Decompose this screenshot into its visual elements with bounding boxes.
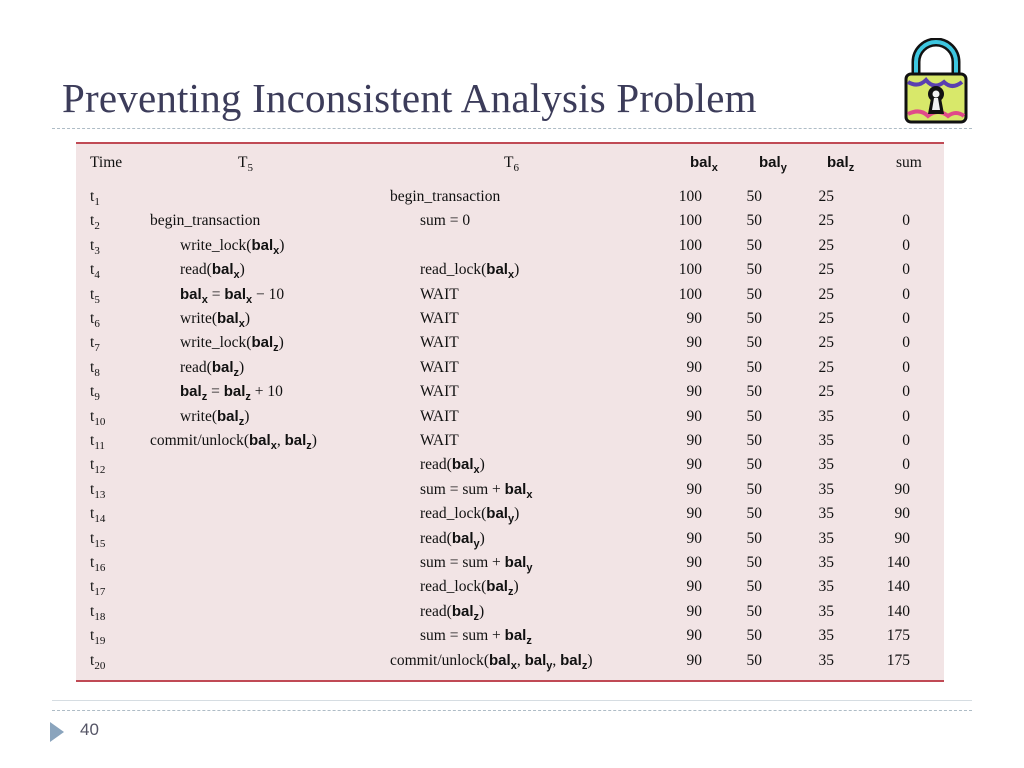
bal-variable: bal$_x$: [249, 432, 277, 452]
bal-subscript: x: [507, 269, 515, 282]
bal-variable: bal$_z$: [560, 651, 588, 672]
bal-y-value: 50: [746, 480, 762, 498]
bal-variable: bal$_y$: [486, 505, 515, 526]
bal-y-value: 50: [746, 432, 762, 449]
bal-variable: bal$_z$: [504, 627, 532, 648]
bal-y-value: 50: [746, 554, 762, 571]
bal-x-value: 100: [678, 212, 702, 230]
sum-value: 0: [902, 358, 910, 376]
bal-subscript: x: [473, 464, 480, 477]
bal-y-value: 50: [746, 529, 762, 547]
bal-variable: bal$_x$: [211, 261, 240, 282]
time-subscript: 18: [94, 610, 106, 623]
bal-y-value: 50: [746, 456, 762, 474]
bal-z-value: 35: [818, 651, 834, 669]
t6-operation: read(bal$_y$): [420, 529, 485, 550]
sum-value: 140: [886, 578, 910, 596]
bal-x-value: 90: [686, 310, 702, 327]
bal-x-value: 90: [686, 529, 702, 547]
bal-z-value: 25: [818, 261, 834, 279]
sum-value: 175: [886, 651, 910, 669]
t6-operation: read_lock(bal$_y$): [420, 505, 520, 526]
bal-variable: bal$_z$: [180, 383, 208, 404]
time-cell: $t_{16}$: [90, 554, 106, 574]
bal-z-value: 25: [818, 334, 834, 352]
bal-variable: bal$_z$: [211, 358, 240, 379]
time-subscript: 2: [94, 220, 100, 233]
sum-value: 140: [886, 554, 910, 571]
bal-variable: bal$_z$: [486, 578, 514, 599]
t6-operation: WAIT: [420, 383, 459, 401]
time-cell: $t_{18}$: [90, 602, 106, 623]
time-cell: $t_{19}$: [90, 627, 106, 648]
time-subscript: 8: [94, 366, 100, 379]
bal-subscript: x: [270, 440, 277, 452]
bal-z-value: 25: [818, 236, 834, 254]
t6-operation: WAIT: [420, 310, 459, 327]
bal-subscript: y: [507, 513, 515, 526]
header-bal-y: bal$_y$: [759, 154, 787, 174]
bal-subscript: z: [238, 415, 245, 428]
bal-variable: bal$_x$: [504, 480, 533, 501]
bal-z-value: 35: [818, 602, 834, 620]
bal-x-value: 100: [678, 236, 702, 254]
bal-subscript: z: [306, 440, 312, 452]
bal-variable: bal$_x$: [251, 236, 280, 257]
time-cell: $t_{20}$: [90, 651, 106, 672]
t6-operation: begin_transaction: [390, 188, 501, 205]
bal-y-value: 50: [746, 261, 762, 279]
bal-x-value: 90: [686, 627, 702, 645]
bal-y-value: 50: [746, 383, 762, 401]
bal-y-value: 50: [746, 212, 762, 230]
schedule-table: [76, 142, 944, 682]
t6-operation: WAIT: [420, 432, 459, 449]
time-subscript: 12: [94, 464, 106, 477]
bal-z-value: 35: [818, 529, 834, 547]
bal-subscript: z: [473, 610, 480, 623]
bal-y-value: 50: [746, 578, 762, 596]
bal-variable: bal$_z$: [284, 432, 312, 452]
bal-subscript: z: [201, 391, 208, 404]
page-number: 40: [80, 720, 99, 739]
t5-operation: write(bal$_x$): [180, 310, 250, 330]
t5-operation: write(bal$_z$): [180, 407, 250, 428]
bal-x-value: 90: [686, 432, 702, 449]
time-subscript: 19: [94, 635, 106, 648]
time-cell: $t_{14}$: [90, 505, 106, 526]
bal-y-value: 50: [746, 236, 762, 254]
bal-subscript: x: [233, 269, 240, 282]
bal-subscript: z: [581, 659, 588, 672]
bal-z-value: 35: [818, 505, 834, 523]
time-cell: $t_7$: [90, 334, 100, 355]
t5-operation: read(bal$_x$): [180, 261, 245, 282]
bal-y-value: 50: [746, 334, 762, 352]
bal-y-value: 50: [746, 627, 762, 645]
time-subscript: 20: [94, 659, 106, 672]
bal-subscript: x: [201, 293, 208, 306]
bal-variable: bal$_z$: [217, 407, 245, 428]
bal-x-value: 90: [686, 651, 702, 669]
sum-value: 0: [902, 334, 910, 352]
time-cell: $t_4$: [90, 261, 100, 282]
triangle-bullet-icon: [50, 722, 64, 742]
bal-subscript: y: [526, 562, 533, 574]
bal-z-value: 35: [818, 407, 834, 425]
bal-z-value: 35: [818, 480, 834, 498]
bal-variable: bal$_x$: [180, 285, 208, 306]
slide-title: Preventing Inconsistent Analysis Problem: [62, 75, 757, 121]
bal-x-value: 100: [678, 261, 702, 279]
time-subscript: 4: [94, 269, 100, 282]
bal-y-value: 50: [746, 188, 762, 205]
bal-subscript: z: [526, 635, 532, 648]
time-cell: $t_8$: [90, 358, 100, 379]
time-subscript: 10: [94, 415, 106, 428]
time-cell: $t_9$: [90, 383, 100, 404]
t6-operation: read(bal$_z$): [420, 602, 485, 623]
bal-x-value: 90: [686, 456, 702, 474]
sum-value: 0: [902, 383, 910, 401]
footer-divider: [52, 710, 972, 711]
t5-operation: bal$_x$ = bal$_x$ − 10: [180, 285, 285, 306]
sum-value: 0: [902, 236, 910, 254]
bal-x-value: 90: [686, 334, 702, 352]
time-subscript: 13: [94, 488, 106, 501]
bal-subscript: x: [238, 318, 245, 330]
bal-subscript: x: [510, 659, 517, 672]
bal-variable: bal$_z$: [223, 383, 251, 404]
bal-z-value: 35: [818, 432, 834, 449]
sum-value: 140: [886, 602, 910, 620]
bal-y-value: 50: [746, 285, 762, 303]
bal-z-value: 35: [818, 627, 834, 645]
bal-y-value: 50: [746, 407, 762, 425]
sum-value: 0: [902, 285, 910, 303]
bal-x-value: 90: [686, 602, 702, 620]
bal-variable: bal$_x$: [451, 456, 480, 477]
bal-subscript: z: [245, 391, 251, 404]
bal-y-value: 50: [746, 310, 762, 327]
header-sum: sum: [896, 154, 922, 171]
padlock-icon: [900, 38, 972, 128]
header-t5: $T_5$: [238, 154, 253, 174]
time-subscript: 5: [94, 293, 100, 306]
time-cell: $t_{17}$: [90, 578, 106, 599]
sum-value: 0: [902, 212, 910, 230]
t6-operation: WAIT: [420, 407, 459, 425]
bal-z-value: 25: [818, 383, 834, 401]
t6-operation: sum = 0: [420, 212, 471, 230]
bal-variable: bal$_y$: [451, 529, 480, 550]
time-cell: $t_5$: [90, 285, 100, 306]
bal-z-value: 35: [818, 578, 834, 596]
bal-variable: bal$_z$: [251, 334, 279, 355]
bal-x-value: 100: [678, 285, 702, 303]
time-subscript: 9: [94, 391, 100, 404]
time-cell: $t_2$: [90, 212, 100, 233]
time-subscript: 6: [94, 318, 100, 330]
t5-operation: commit/unlock(bal$_x$, bal$_z$): [150, 432, 317, 452]
time-cell: $t_1$: [90, 188, 100, 208]
header-time: Time: [90, 154, 123, 171]
bal-y-value: 50: [746, 505, 762, 523]
bal-x-value: 90: [686, 358, 702, 376]
time-subscript: 7: [94, 342, 100, 355]
bal-variable: bal$_y$: [524, 651, 553, 672]
bal-subscript: z: [507, 586, 514, 599]
bal-variable: bal$_y$: [504, 554, 533, 574]
t6-operation: WAIT: [420, 358, 459, 376]
time-subscript: 17: [94, 586, 106, 599]
header-t6: $T_6$: [504, 154, 519, 174]
t6-operation: read_lock(bal$_z$): [420, 578, 519, 599]
header-bal-z: bal$_z$: [827, 154, 855, 174]
t6-operation: commit/unlock(bal$_x$, bal$_y$, bal$_z$): [390, 651, 593, 672]
sum-value: 0: [902, 407, 910, 425]
bal-x-value: 100: [678, 188, 702, 205]
bal-variable: bal$_x$: [489, 651, 517, 672]
bal-y-value: 50: [746, 651, 762, 669]
t5-operation: write_lock(bal$_z$): [180, 334, 284, 355]
time-subscript: 15: [94, 537, 106, 550]
time-cell: $t_{10}$: [90, 407, 106, 428]
bal-subscript: y: [546, 659, 553, 672]
bal-x-value: 90: [686, 505, 702, 523]
time-cell: $t_{11}$: [90, 432, 105, 452]
bal-y-value: 50: [746, 358, 762, 376]
bal-y-value: 50: [746, 602, 762, 620]
t6-operation: sum = sum + bal$_x$: [420, 480, 533, 501]
bal-z-value: 25: [818, 285, 834, 303]
bal-subscript: x: [526, 488, 533, 501]
t5-operation: read(bal$_z$): [180, 358, 245, 379]
time-subscript: 11: [94, 440, 105, 452]
sum-value: 90: [894, 480, 910, 498]
time-cell: $t_{13}$: [90, 480, 106, 501]
bal-subscript: y: [473, 537, 480, 550]
title-divider: [52, 128, 972, 129]
footer-divider-solid: [52, 700, 972, 701]
time-cell: $t_6$: [90, 310, 100, 330]
t5-operation: write_lock(bal$_x$): [180, 236, 285, 257]
bal-variable: bal$_z$: [451, 602, 480, 623]
bal-x-value: 90: [686, 554, 702, 571]
bal-subscript: z: [273, 342, 279, 355]
bal-x-value: 90: [686, 383, 702, 401]
bal-variable: bal$_x$: [486, 261, 515, 282]
bal-variable: bal$_x$: [224, 285, 253, 306]
sum-value: 0: [902, 456, 910, 474]
header-bal-x: bal$_x$: [690, 154, 718, 174]
bal-x-value: 90: [686, 480, 702, 498]
time-cell: $t_{15}$: [90, 529, 106, 550]
bal-z-value: 35: [818, 554, 834, 571]
bal-z-value: 25: [818, 358, 834, 376]
bal-x-value: 90: [686, 578, 702, 596]
bal-subscript: x: [246, 293, 253, 306]
sum-value: 0: [902, 310, 910, 327]
time-cell: $t_{12}$: [90, 456, 106, 477]
bal-z-value: 25: [818, 212, 834, 230]
time-cell: $t_3$: [90, 236, 100, 257]
t6-operation: sum = sum + bal$_z$: [420, 627, 532, 648]
t6-operation: WAIT: [420, 285, 459, 303]
t5-operation: bal$_z$ = bal$_z$ + 10: [180, 383, 283, 404]
time-subscript: 1: [94, 196, 100, 208]
t6-operation: WAIT: [420, 334, 459, 352]
bal-z-value: 35: [818, 456, 834, 474]
t6-operation: sum = sum + bal$_y$: [420, 554, 533, 574]
sum-value: 175: [886, 627, 910, 645]
bal-subscript: z: [233, 366, 240, 379]
t6-operation: read_lock(bal$_x$): [420, 261, 520, 282]
t5-operation: begin_transaction: [150, 212, 261, 230]
t6-operation: read(bal$_x$): [420, 456, 485, 477]
bal-x-value: 90: [686, 407, 702, 425]
bal-z-value: 25: [818, 310, 834, 327]
time-subscript: 3: [94, 244, 100, 257]
time-subscript: 16: [94, 562, 106, 574]
time-subscript: 14: [94, 513, 106, 526]
sum-value: 90: [894, 529, 910, 547]
bal-subscript: x: [273, 244, 280, 257]
sum-value: 0: [902, 261, 910, 279]
bal-variable: bal$_x$: [217, 310, 245, 330]
sum-value: 0: [902, 432, 910, 449]
sum-value: 90: [894, 505, 910, 523]
bal-z-value: 25: [818, 188, 834, 205]
